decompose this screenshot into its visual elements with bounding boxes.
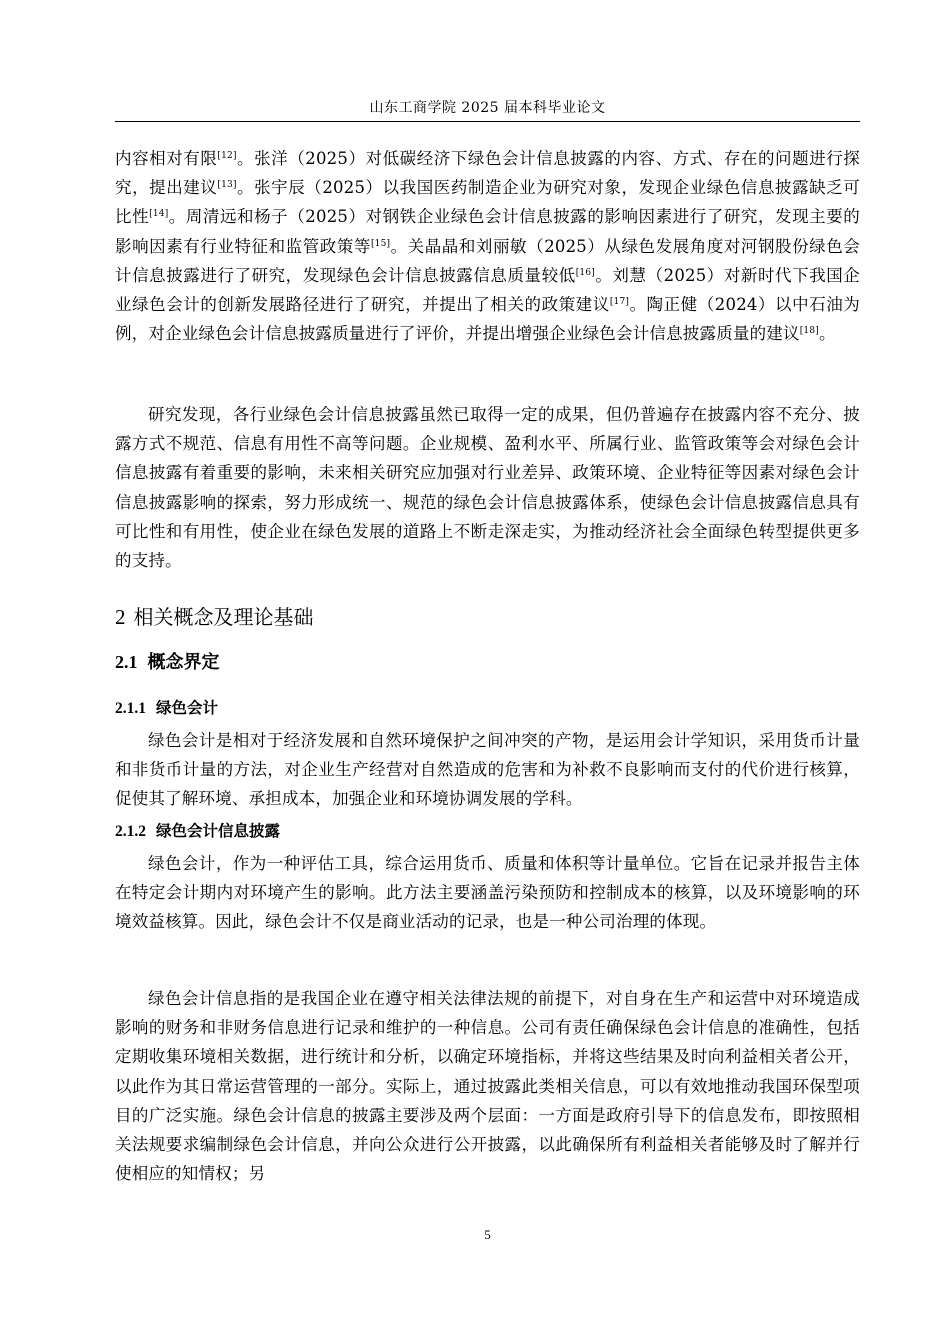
page-number: 5 — [484, 1227, 491, 1242]
paragraph-green-info-disclosure: 绿色会计信息指的是我国企业在遵守相关法律法规的前提下，对自身在生产和运营中对环境造成影响的财务和非财务信息进行记录和维护的一种信息。公司有责任确保绿色会计信息的准确性，包括定期收集环境相关数据，进行统计和分析，以确定环境指标，并将这些结果及时向利益相关者公开，以此作为其日常运营管理的一部分。实际上，通过披露此类相关信息，可以有效地推动我国环保型项目的广泛实施。绿色会计信息的披露主要涉及两个层面：一方面是政府引导下的信息发布，即按照相关法规要求编制绿色会计信息，并向公众进行公开披露，以此确保所有利益相关者能够及时了解并行使相应的知情权；另 — [115, 989, 860, 1184]
citation-ref[interactable]: [14] — [149, 209, 169, 220]
page-header: 山东工商学院 2025 届本科毕业论文 — [369, 100, 606, 116]
subsubsection-heading-2-1-2 — [115, 818, 280, 845]
subsubsection-number: 2.1.2 — [115, 823, 146, 840]
subsubsection-title: 绿色会计 — [156, 699, 219, 717]
text-run: 。关晶晶和刘丽敏（2025）从绿色发展角度对河钢股份绿色会计信息披露进行了研究，发现绿色会计信息披露信息质量较低 — [115, 236, 861, 285]
text-run: 。周清远和杨子（2025）对钢铁企业绿色会计信息披露的影响因素进行了研究，发现主要的影响因素有行业特征和监管政策等 — [115, 207, 860, 256]
citation-ref[interactable]: [16] — [575, 267, 595, 278]
subsection-title: 概念界定 — [147, 652, 220, 673]
text-run: 内容相对有限 — [115, 149, 218, 168]
subsection-heading-2-1 — [115, 648, 220, 677]
text-run: 。刘慧（2025）对新时代下我国企业绿色会计的创新发展路径进行了研究，并提出了相关的政策建议 — [115, 265, 860, 315]
text-run: 。张洋（2025）对低碳经济下绿色会计信息披露的内容、方式、存在的问题进行探究，提出建议 — [115, 149, 861, 198]
citation-ref[interactable]: [13] — [217, 180, 237, 191]
paragraph-green-accounting-definition: 绿色会计是相对于经济发展和自然环境保护之间冲突的产物，是运用会计学知识，采用货币计量和非货币计量的方法，对企业生产经营对自然造成的危害和为补救不良影响而支付的代价进行核算，促使其了解环境、承担成本，加强企业和环境协调发展的学科。 — [115, 731, 860, 809]
paragraph-literature-review — [115, 144, 860, 348]
text-run: 。 — [818, 324, 836, 344]
paragraph-green-accounting-tool: 绿色会计，作为一种评估工具，综合运用货币、质量和体积等计量单位。它旨在记录并报告主体在特定会计期内对环境产生的影响。此方法主要涵盖污染预防和控制成本的核算，以及环境影响的环境效益核算。因此，绿色会计不仅是商业活动的记录，也是一种公司治理的体现。 — [115, 854, 860, 932]
header-rule — [115, 121, 860, 122]
subsubsection-number: 2.1.1 — [115, 700, 146, 717]
citation-ref[interactable]: [17] — [609, 297, 630, 308]
paragraph-research-findings: 研究发现，各行业绿色会计信息披露虽然已取得一定的成果，但仍普遍存在披露内容不充分、披露方式不规范、信息有用性不高等问题。企业规模、盈利水平、所属行业、监管政策等会对绿色会计信息披露有着重要的影响，未来相关研究应加强对行业差异、政策环境、企业特征等因素对绿色会计信息披露影响的探索，努力形成统一、规范的绿色会计信息披露体系，使绿色会计信息披露信息具有可比性和有用性，使企业在绿色发展的道路上不断走深走实，为推动经济社会全面绿色转型提供更多的支持。 — [115, 405, 860, 571]
section-heading-2 — [115, 602, 314, 632]
subsubsection-heading-2-1-1 — [115, 695, 218, 722]
citation-ref[interactable]: [15] — [370, 238, 391, 249]
citation-ref[interactable]: [18] — [799, 326, 819, 337]
text-run: 。陶正健（2024）以中石油为例，对企业绿色会计信息披露质量进行了评价，并提出增强企业绿色会计信息披露质量的建议 — [115, 295, 860, 344]
subsubsection-title: 绿色会计信息披露 — [156, 822, 281, 840]
section-title: 相关概念及理论基础 — [133, 605, 314, 629]
text-run: 。张宇辰（2025）以我国医药制造企业为研究对象，发现企业绿色信息披露缺乏可比性 — [115, 178, 861, 227]
citation-ref[interactable]: [12] — [217, 151, 237, 161]
subsection-number: 2.1 — [115, 652, 138, 672]
section-number: 2 — [115, 605, 126, 629]
